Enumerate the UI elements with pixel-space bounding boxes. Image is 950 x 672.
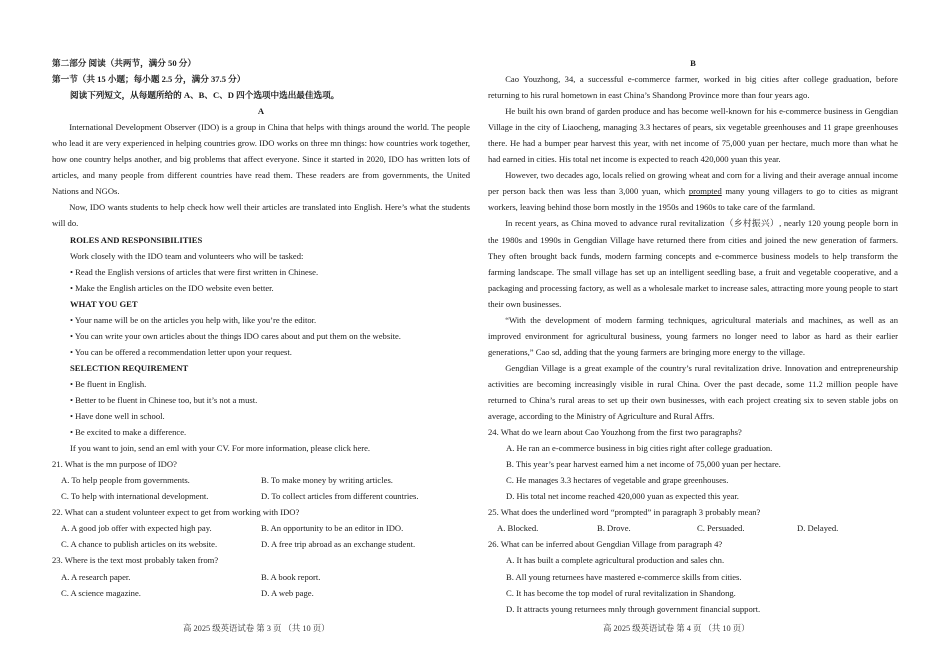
option-d[interactable]: D. A web page. <box>261 587 314 598</box>
option-c[interactable]: C. A chance to publish articles on its website. <box>61 539 218 550</box>
option-b[interactable]: B. Drove. <box>597 523 631 534</box>
option-a[interactable]: A. Blocked. <box>497 523 539 534</box>
page-footer-right: 高 2025 级英语试卷 第 4 页 （共 10 页） <box>603 624 750 633</box>
selection-item: • Be fluent in English. <box>70 378 147 389</box>
option-a[interactable]: A. A good job offer with expected high pay. <box>61 523 212 534</box>
option-a[interactable]: A. It has built a complete agricultural production and sales chn. <box>506 555 725 566</box>
options-row <box>52 569 470 585</box>
option-d[interactable]: D. His total net income reached 420,000 yuan as expected this year. <box>506 491 739 502</box>
option-d[interactable]: D. A free trip abroad as an exchange student. <box>261 539 416 550</box>
roles-intro: Work closely with the IDO team and volunteers who will be tasked: <box>70 250 304 261</box>
roles-item: • Read the English versions of articles that were first written in Chinese. <box>70 266 319 277</box>
passage-b-para-3 <box>488 167 898 215</box>
option-a[interactable]: A. He ran an e-commerce business in big cities right after college graduation. <box>506 443 773 454</box>
right-page <box>488 55 898 617</box>
question-stem: 22. What can a student volunteer expect to get from working with IDO? <box>52 507 300 518</box>
question-23 <box>52 552 470 600</box>
benefits-item: • Your name will be on the articles you help with, like you’re the editor. <box>70 314 317 325</box>
options-row <box>52 585 470 601</box>
option-a[interactable]: A. To help people from governments. <box>61 475 190 486</box>
roles-item: • Make the English articles on the IDO website even better. <box>70 282 274 293</box>
option-b[interactable]: B. This year’s pear harvest earned him a net income of 75,000 yuan per hectare. <box>506 459 781 470</box>
options-row <box>488 520 898 536</box>
closing-line: If you want to join, send an eml with your CV. For more information, please click here. <box>70 443 371 454</box>
options-row <box>52 488 470 504</box>
para-3-text: many young villagers to go to cities as migrant workers, leaving behind those born mostly in the 1950s and 1960s to take care of the farmland. <box>488 186 898 213</box>
passage-b-para-2: He built his own brand of garden produce and has become well-known for his e-commerce business in Gengdian Village in the city of Liaocheng, managing 3.3 hectares of pears, six vegetable greenhouses and 11 grape greenhouses there. He had a bumper pear harvest this year, with net income of 75,000 yuan per hectare, much more than what he had earned in cities. His total net income is expected to reach 420,000 yuan this year. <box>488 106 898 165</box>
question-25 <box>488 504 898 536</box>
option-c[interactable]: C. A science magazine. <box>61 587 141 598</box>
benefits-item: • You can be offered a recommendation letter upon your request. <box>70 346 292 357</box>
underlined-word: prompted <box>688 186 722 197</box>
benefits-heading: WHAT YOU GET <box>70 298 138 309</box>
benefits-item: • You can write your own articles about the things IDO cares about and put them on the website. <box>70 330 401 341</box>
left-page <box>52 55 470 601</box>
passage-b-para-5: “With the development of modern farming techniques, agricultural materials and machines, as well as an improved environment for agricultural business, young farmers no longer need to labor as hard as their earlier generations,” Cao sd, adding that the young farmers are bringing more energy to the village. <box>488 314 898 357</box>
option-a[interactable]: A. A research paper. <box>61 571 131 582</box>
passage-b-para-6: Gengdian Village is a great example of the country’s rural revitalization drive. Innovation and entrepreneurship activities are becoming increasingly visible in rural China. Over the past decade, some 11.2 million people have returned to China’s rural areas to set up their own businesses, with each project creating six to seven stable jobs on average, according to the Ministry of Agriculture and Rural Affrs. <box>488 362 898 422</box>
options-row <box>52 520 470 536</box>
roles-heading: ROLES AND RESPONSIBILITIES <box>70 234 203 245</box>
question-stem: 26. What can be inferred about Gengdian Village from paragraph 4? <box>488 539 723 550</box>
passage-b-para-4: In recent years, as China moved to advance rural revitalization（乡村振兴）, nearly 120 young people born in the 1980s and 1990s in Gengdian Village have returned there from cities and joined the new generation of farmers. They often brought back funds, modern farming concepts and e-commerce business models to help transform the farming landscape. The small village has set up an intelligent seedling base, a fruit and vegetable cooperative, and a packaging and processing factory, as well as a wholesale market to increase sales, attracting more young people to start their own businesses. <box>488 218 898 309</box>
question-24 <box>488 424 898 504</box>
section-title: 第一节（共 15 小题；每小题 2.5 分，满分 37.5 分） <box>52 74 246 85</box>
part-title: 第二部分 阅读（共两节，满分 50 分） <box>52 58 196 68</box>
option-c[interactable]: C. He manages 3.3 hectares of vegetable and grape greenhouses. <box>506 475 729 486</box>
question-21 <box>52 456 470 504</box>
selection-item: • Be excited to make a difference. <box>70 427 187 438</box>
page-footer-left: 高 2025 级英语试卷 第 3 页 （共 10 页） <box>183 624 330 633</box>
option-c[interactable]: C. To help with international development. <box>61 491 209 502</box>
option-b[interactable]: B. To make money by writing articles. <box>261 475 393 486</box>
question-stem: 23. Where is the text most probably taken from? <box>52 555 219 566</box>
options-row <box>52 472 470 488</box>
option-b[interactable]: B. An opportunity to be an editor in IDO. <box>261 523 404 534</box>
options-row <box>52 536 470 552</box>
passage-b-label: B <box>690 58 696 68</box>
option-d[interactable]: D. To collect articles from different countries. <box>261 491 419 502</box>
passage-a-para-2: Now, IDO wants students to help check how well their articles are translated into English. Here’s what the students will do. <box>52 202 470 229</box>
option-c[interactable]: C. Persuaded. <box>697 523 745 534</box>
question-22 <box>52 504 470 552</box>
para-3-text: However, two decades ago, locals relied on growing wheat and corn for a living and their average annual income per person back then was less than 3,000 yuan, which <box>488 170 898 197</box>
option-d[interactable]: D. It attracts young returnees mnly through government financial support. <box>506 603 761 614</box>
question-stem: 25. What does the underlined word “prompted” in paragraph 3 probably mean? <box>488 507 761 518</box>
option-b[interactable]: B. A book report. <box>261 571 321 582</box>
passage-a-label: A <box>257 106 265 117</box>
question-stem: 24. What do we learn about Cao Youzhong from the first two paragraphs? <box>488 427 742 438</box>
option-d[interactable]: D. Delayed. <box>797 523 839 534</box>
option-c[interactable]: C. It has become the top model of rural revitalization in Shandong. <box>506 587 736 598</box>
question-stem: 21. What is the mn purpose of IDO? <box>52 459 177 470</box>
selection-item: • Have done well in school. <box>70 411 165 422</box>
option-b[interactable]: B. All young returnees have mastered e-commerce skills from cities. <box>506 571 742 582</box>
passage-b-para-1: Cao Youzhong, 34, a successful e-commerce farmer, worked in big cities after college graduation, before returning to his rural hometown in east China’s Shandong Province more than four years ago. <box>488 74 898 101</box>
selection-item: • Better to be fluent in Chinese too, but it’s not a must. <box>70 394 258 405</box>
instruction: 阅读下列短文，从每题所给的 A、B、C、D 四个选项中选出最佳选项。 <box>70 90 340 101</box>
question-26 <box>488 536 898 616</box>
selection-heading: SELECTION REQUIREMENT <box>70 362 189 373</box>
passage-a-para-1: International Development Observer (IDO) is a group in China that helps with things around the world. The people who lead it are very experienced in helping countries grow. IDO works on three mn things: how countries work together, how one country helps another, and big problems that affect everyone. Since it started in 2020, IDO has written lots of articles, and many people from different countries have read them. These readers are from governments, the United Nations and NGOs. <box>52 122 470 197</box>
